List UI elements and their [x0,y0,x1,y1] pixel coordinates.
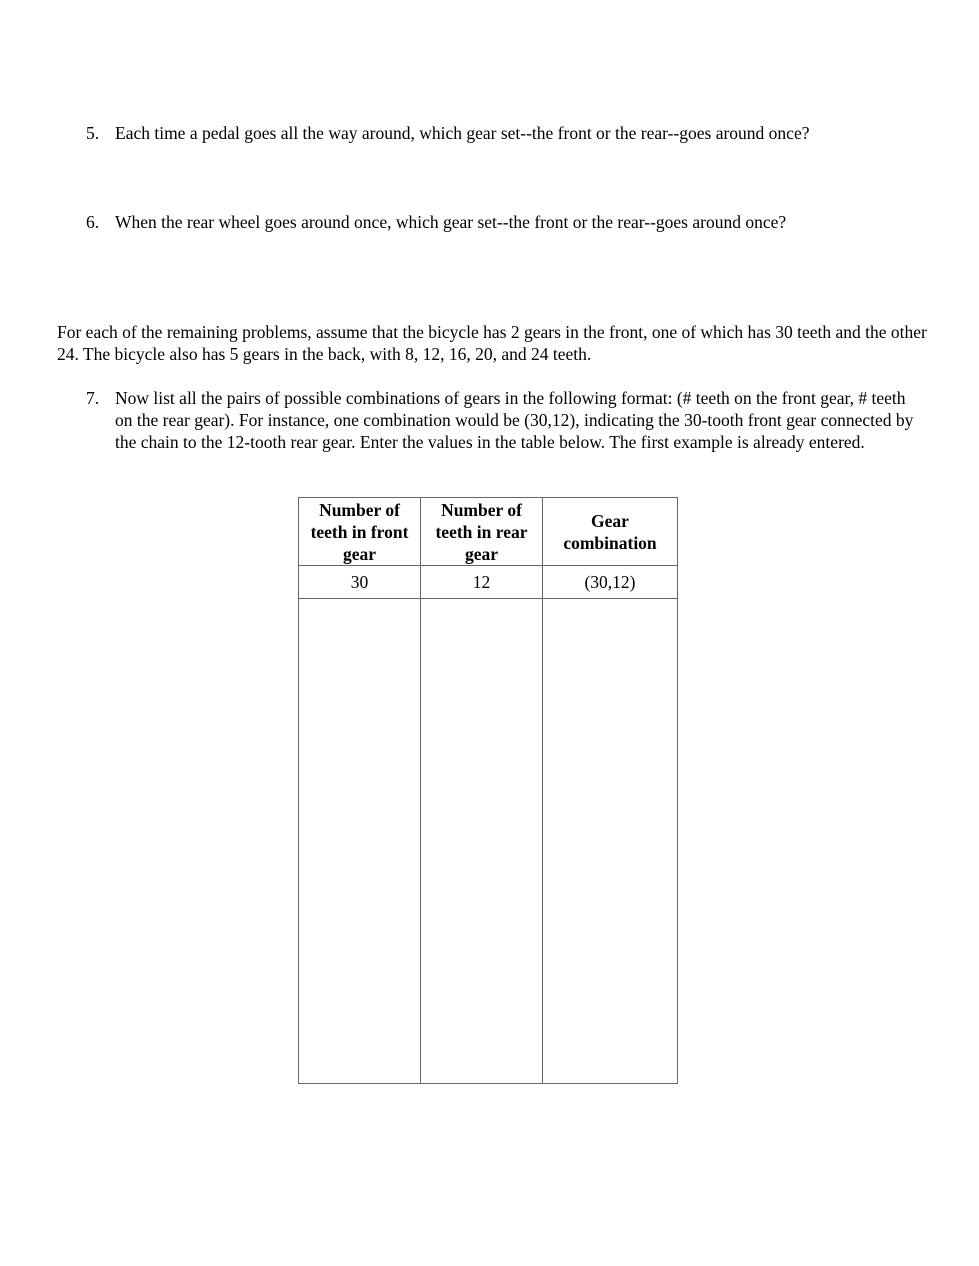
question-text: When the rear wheel goes around once, which gear set--the front or the rear--goes around once? [115,212,787,232]
table-row [299,566,678,599]
example-gear-combination: (30,12) [543,566,678,599]
example-rear-gear: 12 [421,566,543,599]
blank-gear-combination-cell[interactable] [543,599,678,1084]
question-text: Now list all the pairs of possible combinations of gears in the following format: (# teeth on the front gear, # teeth on the rear gear). For instance, one combination would be (30,12), indicating the 30-tooth front gear connected by the chain to the 12-tooth rear gear. Enter the values in the table below. The first example is already entered. [115,388,914,452]
instructions-paragraph: For each of the remaining problems, assume that the bicycle has 2 gears in the front, one of which has 30 teeth and the other 24. The bicycle also has 5 gears in the back, with 8, 12, 16, 20, and 24 teeth. [57,322,927,364]
table-header-row [299,498,678,566]
gear-combination-table [298,497,678,1084]
question-number: 6. [86,212,100,232]
table-row-blank-entry [299,599,678,1084]
header-gear-combination: Gear combination [543,498,678,566]
blank-front-gear-cell[interactable] [299,599,421,1084]
question-number: 7. [86,388,100,408]
question-number: 5. [86,123,100,143]
example-front-gear: 30 [299,566,421,599]
blank-rear-gear-cell[interactable] [421,599,543,1084]
question-text: Each time a pedal goes all the way around, which gear set--the front or the rear--goes around once? [115,123,810,143]
header-rear-gear: Number of teeth in rear gear [421,498,543,566]
header-front-gear: Number of teeth in front gear [299,498,421,566]
